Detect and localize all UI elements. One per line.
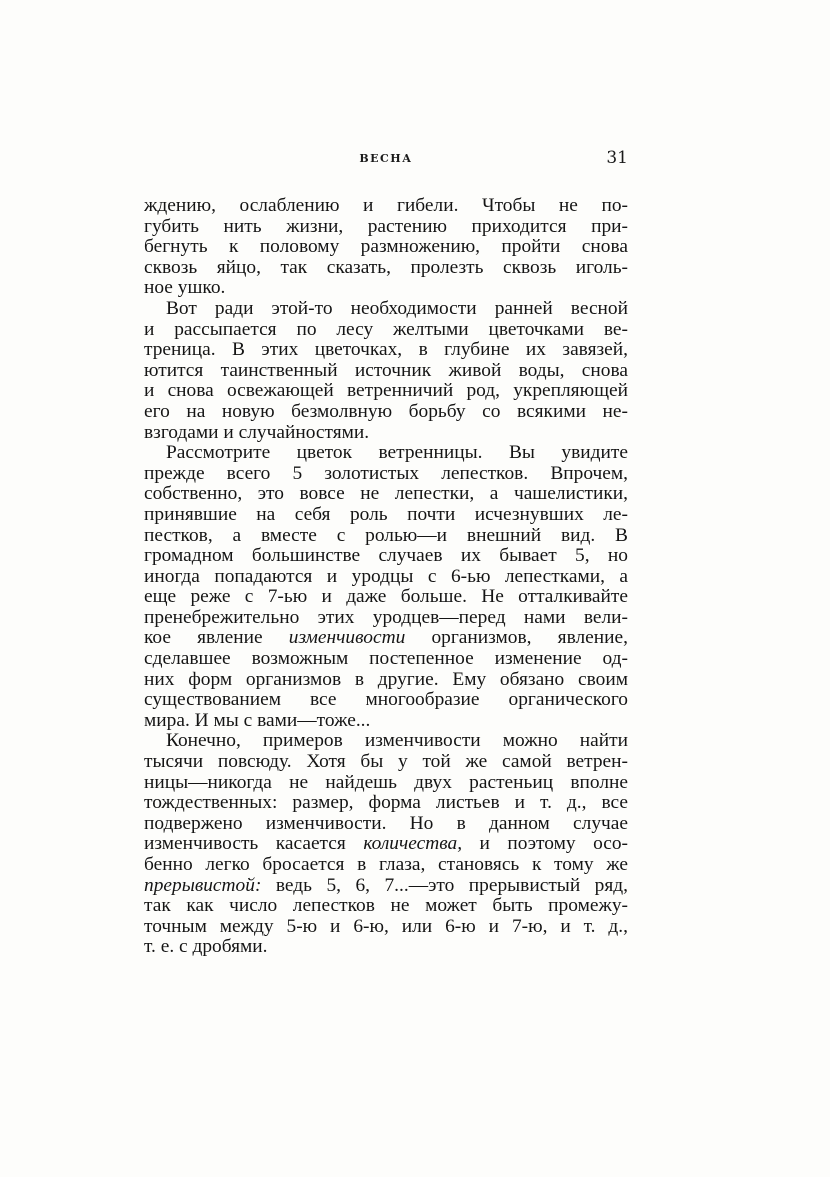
text-line bbox=[144, 299, 628, 320]
text-line bbox=[144, 731, 628, 752]
text-segment: сделавшее возможным постепенное изменение од- bbox=[144, 649, 628, 670]
text-segment: подвержено изменчивости. Но в данном случае bbox=[144, 813, 628, 834]
text-line bbox=[144, 361, 628, 382]
text-segment: сквозь яйцо, так сказать, пролезть сквозь иголь- bbox=[144, 257, 628, 278]
text-segment: ное ушко. bbox=[144, 278, 226, 299]
italic-term: изменчивости bbox=[288, 628, 406, 649]
text-segment: прежде всего 5 золотистых лепестков. Впрочем, bbox=[144, 463, 628, 484]
text-line bbox=[144, 587, 628, 608]
text-segment: и поэтому осо- bbox=[462, 834, 628, 855]
text-line bbox=[144, 649, 628, 670]
text-line bbox=[144, 237, 628, 258]
text-segment: тождественных: размер, форма листьев и т. д., все bbox=[144, 793, 628, 814]
text-segment: существованием все многообразие органического bbox=[144, 690, 628, 711]
text-line bbox=[144, 711, 628, 732]
text-segment: точным между 5-ю и 6-ю, или 6-ю и 7-ю, и т. д., bbox=[144, 916, 628, 937]
text-segment: взгодами и случайностями. bbox=[144, 422, 370, 443]
text-line bbox=[144, 814, 628, 835]
text-line bbox=[144, 876, 628, 897]
text-segment: Конечно, примеров изменчивости можно найти bbox=[166, 731, 628, 752]
text-line bbox=[144, 793, 628, 814]
text-line bbox=[144, 834, 628, 855]
text-segment: иногда попадаются и уродцы с 6-ью лепестками, а bbox=[144, 566, 628, 587]
text-line bbox=[144, 278, 628, 299]
text-line bbox=[144, 464, 628, 485]
text-segment: бегнуть к половому размножению, пройти снова bbox=[144, 237, 628, 258]
text-segment: тысячи повсюду. Хотя бы у той же самой ветрен- bbox=[144, 752, 628, 773]
text-line bbox=[144, 690, 628, 711]
text-segment: громадном большинстве случаев их бывает 5, но bbox=[144, 546, 628, 567]
text-segment: мира. И мы с вами—тоже... bbox=[144, 710, 371, 731]
text-line bbox=[144, 505, 628, 526]
text-line bbox=[144, 855, 628, 876]
text-line bbox=[144, 526, 628, 547]
text-line bbox=[144, 670, 628, 691]
running-head bbox=[144, 148, 628, 172]
text-line bbox=[144, 628, 628, 649]
italic-term: количества, bbox=[363, 834, 463, 855]
text-segment: собственно, это вовсе не лепестки, а чашелистики, bbox=[144, 484, 628, 505]
text-segment: них форм организмов в другие. Ему обязано своим bbox=[144, 669, 628, 690]
text-segment: ждению, ослаблению и гибели. Чтобы не по- bbox=[144, 196, 628, 216]
text-line bbox=[144, 917, 628, 938]
text-line bbox=[144, 484, 628, 505]
text-line bbox=[144, 423, 628, 444]
text-line bbox=[144, 320, 628, 341]
text-line bbox=[144, 773, 628, 794]
text-line bbox=[144, 217, 628, 238]
text-line bbox=[144, 752, 628, 773]
text-segment: губить нить жизни, растению приходится при- bbox=[144, 216, 628, 237]
text-line bbox=[144, 402, 628, 423]
body-text bbox=[144, 196, 628, 958]
text-segment: организмов, явление, bbox=[405, 628, 628, 649]
text-line bbox=[144, 896, 628, 917]
text-segment: ютится таинственный источник живой воды, снова bbox=[144, 360, 628, 381]
text-segment: пестков, а вместе с ролью—и внешний вид. В bbox=[144, 525, 628, 546]
text-line bbox=[144, 381, 628, 402]
text-line bbox=[144, 546, 628, 567]
text-line bbox=[144, 340, 628, 361]
text-line bbox=[144, 937, 628, 958]
text-segment: ведь 5, 6, 7...—это прерывистый ряд, bbox=[261, 875, 628, 896]
text-segment: и снова освежающей ветренничий род, укрепляющей bbox=[144, 381, 628, 402]
page-number: 31 bbox=[606, 148, 628, 168]
text-segment: его на новую безмолвную борьбу со всякими не- bbox=[144, 401, 628, 422]
text-segment: т. е. с дробями. bbox=[144, 937, 268, 958]
text-segment: изменчивость касается bbox=[144, 834, 364, 855]
text-segment: пренебрежительно этих уродцев—перед нами вели- bbox=[144, 607, 628, 628]
text-line bbox=[144, 608, 628, 629]
text-segment: так как число лепестков не может быть промежу- bbox=[144, 896, 628, 917]
text-segment: еще реже с 7-ью и даже больше. Не отталкивайте bbox=[144, 587, 628, 608]
text-segment: треница. В этих цветочках, в глубине их завязей, bbox=[144, 340, 628, 361]
text-line bbox=[144, 196, 628, 217]
text-segment: Вот ради этой-то необходимости ранней весной bbox=[166, 298, 628, 319]
text-segment: ницы—никогда не найдешь двух растеньиц вполне bbox=[144, 772, 628, 793]
text-line bbox=[144, 258, 628, 279]
text-line bbox=[144, 567, 628, 588]
text-segment: Рассмотрите цветок ветренницы. Вы увидите bbox=[166, 443, 628, 464]
text-segment: и рассыпается по лесу желтыми цветочками ве- bbox=[144, 319, 628, 340]
text-line bbox=[144, 443, 628, 464]
italic-term: прерывистой: bbox=[144, 875, 262, 896]
text-segment: принявшие на себя роль почти исчезнувших ле- bbox=[144, 504, 628, 525]
text-segment: кое явление bbox=[144, 628, 289, 649]
running-title: ВЕСНА bbox=[359, 152, 413, 165]
text-segment: бенно легко бросается в глаза, становясь к тому же bbox=[144, 855, 628, 875]
